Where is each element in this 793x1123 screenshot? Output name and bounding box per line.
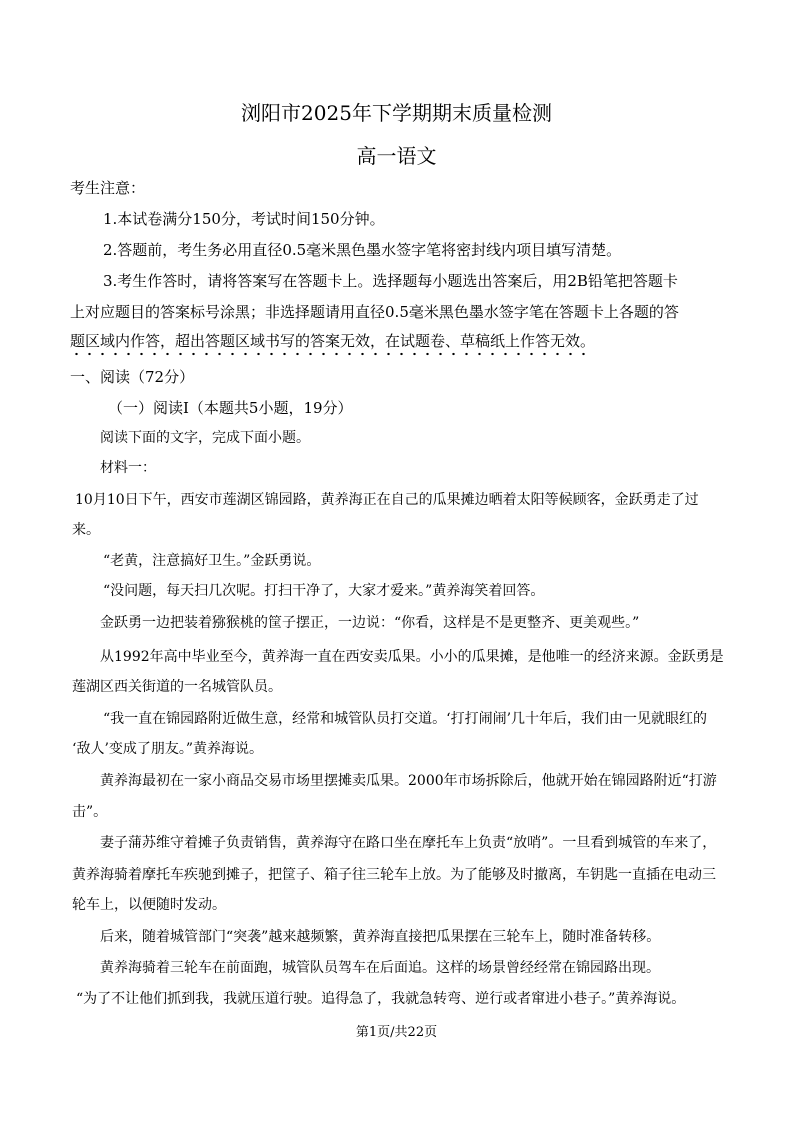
- page-subtitle: 高一语文: [356, 144, 437, 168]
- passage-line: “老黄，注意搞好卫生。”金跃勇说。: [103, 553, 321, 569]
- passage-line: “为了不让他们抓到我，我就压道行驶。追得急了，我就急转弯、逆行或者窜进小巷子。”黄养海说。: [76, 991, 686, 1007]
- notice-item-3-line-3: [70, 331, 595, 351]
- passage-line: 击”。: [72, 804, 108, 820]
- passage-line: 黄养海最初在一家小商品交易市场里摆摊卖瓜果。2000年市场拆除后，他就开始在锦园路附近“打游: [100, 773, 717, 789]
- page-number: 第1页/共22页: [355, 1025, 438, 1040]
- notice-heading: 考生注意：: [70, 179, 146, 197]
- page-title: 浏阳市2025年下学期期末质量检测: [241, 101, 552, 125]
- passage-line: 金跃勇一边把装着猕猴桃的筐子摆正，一边说：“你看，这样是不是更整齐、更美观些。”: [100, 615, 640, 631]
- notice-item-1: 1.本试卷满分150分，考试时间150分钟。: [103, 210, 385, 228]
- notice-item-3-line-1: 3.考生作答时，请将答案写在答题卡上。选择题每小题选出答案后，用2B铅笔把答题卡: [103, 272, 678, 290]
- section-instruction: 阅读下面的文字，完成下面小题。: [100, 430, 310, 446]
- passage-line: 莲湖区西关街道的一名城管队员。: [72, 679, 282, 695]
- passage-line: 黄养海骑着摩托车疾驰到摊子，把筐子、箱子往三轮车上放。为了能够及时撤离，车钥匙一直插在电动三: [72, 867, 716, 883]
- notice-item-2: 2.答题前，考生务必用直径0.5毫米黑色墨水签字笔将密封线内项目填写清楚。: [103, 241, 622, 259]
- notice-item-3-line-3-text: 题区域内作答，超出答题区域书写的答案无效，在试题卷、草稿纸上作答无效。: [70, 332, 595, 357]
- passage-line: 后来，随着城管部门“突袭”越来越频繁，黄养海直接把瓜果摆在三轮车上，随时准备转移。: [100, 929, 661, 945]
- passage-line: 10月10日下午，西安市莲湖区锦园路，黄养海正在自己的瓜果摊边晒着太阳等候顾客，金跃勇走了过: [75, 492, 699, 508]
- material-label: 材料一：: [100, 460, 156, 476]
- section-subheading: （一）阅读I（本题共5小题，19分）: [108, 399, 353, 417]
- passage-line: 从1992年高中毕业至今，黄养海一直在西安卖瓜果。小小的瓜果摊，是他唯一的经济来源。金跃勇是: [100, 649, 724, 665]
- passage-line: 来。: [72, 522, 100, 538]
- passage-line: 轮车上，以便随时发动。: [72, 897, 226, 913]
- passage-line: “我一直在锦园路附近做生意，经常和城管队员打交道。‘打打闹闹’几十年后，我们由一见就眼红的: [103, 711, 708, 727]
- passage-line: 黄养海骑着三轮车在前面跑，城管队员驾车在后面追。这样的场景曾经经常在锦园路出现。: [100, 960, 660, 976]
- passage-line: “没问题，每天扫几次呢。打扫干净了，大家才爱来。”黄养海笑着回答。: [103, 583, 545, 599]
- passage-line: 妻子蒲苏维守着摊子负责销售，黄养海守在路口坐在摩托车上负责“放哨”。一旦看到城管的车来了，: [100, 835, 717, 851]
- notice-item-3-line-2: 上对应题目的答案标号涂黑；非选择题请用直径0.5毫米黑色墨水签字笔在答题卡上各题的答: [70, 303, 679, 321]
- section-heading: 一、阅读（72分）: [70, 368, 195, 386]
- passage-line: ‘敌人’变成了朋友。”黄养海说。: [72, 741, 264, 757]
